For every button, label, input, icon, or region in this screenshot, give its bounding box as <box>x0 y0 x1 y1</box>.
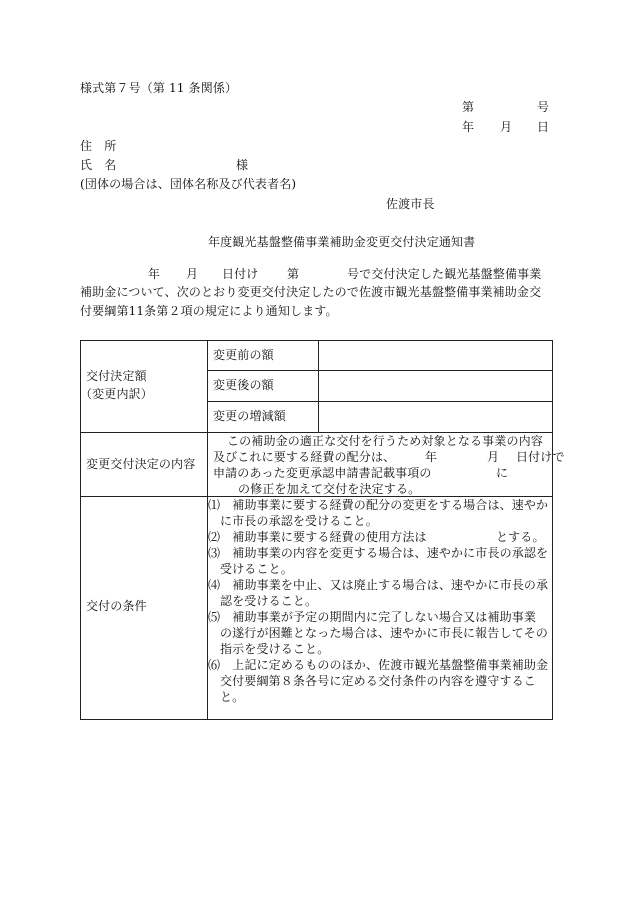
content-line4: の修正を加えて交付を決定する。 <box>238 482 421 496</box>
content-line3-suffix: に <box>496 466 509 480</box>
table-amount-divider <box>318 340 319 432</box>
content-line3: 申請のあった変更承認申請書記載事項の <box>213 466 432 480</box>
honorific: 様 <box>236 158 249 172</box>
group-note: (団体の場合は、団体名称及び代表者名) <box>80 177 297 191</box>
content-line1: この補助金の適正な交付を行うため対象となる事業の内容 <box>227 434 543 448</box>
condition-6-cont: と。 <box>220 690 245 704</box>
amount-after-label: 変更後の額 <box>213 378 274 392</box>
body-month: 月 <box>186 267 199 281</box>
content-line2-year: 年 <box>425 450 438 464</box>
table-section-divider <box>80 432 553 433</box>
body-line1-rest: 号で交付決定した観光基盤整備事業 <box>347 267 542 281</box>
condition-2: ⑵ 補助事業に要する経費の使用方法は <box>208 530 427 544</box>
condition-3: ⑶ 補助事業の内容を変更する場合は、速やかに市長の承認を <box>208 546 549 560</box>
condition-1-cont: に市長の承認を受けること。 <box>220 514 378 528</box>
condition-6-cont: 交付要綱第８条各号に定める交付条件の内容を遵守するこ <box>220 674 536 688</box>
sender: 佐渡市長 <box>386 197 435 211</box>
body-line2: 補助金について、次のとおり変更交付決定したので佐渡市観光基盤整備事業補助金交 <box>80 285 542 299</box>
table-section-divider <box>80 496 553 497</box>
table-row-divider <box>207 401 553 402</box>
content-line2-month: 月 <box>487 450 500 464</box>
condition-6: ⑹ 上記に定めるもののほか、佐渡市観光基盤整備事業補助金 <box>208 658 549 672</box>
amount-label: 交付決定額 <box>86 369 147 383</box>
content-line2: 及びこれに要する経費の配分は、 <box>213 450 396 464</box>
form-number: 様式第７号（第 11 条関係） <box>80 81 238 95</box>
date-day: 日 <box>537 120 550 134</box>
name-label: 氏 名 <box>80 158 117 172</box>
doc-number-prefix: 第 <box>462 100 475 114</box>
conditions-label: 交付の条件 <box>86 599 147 613</box>
table-border-top <box>80 340 553 341</box>
condition-4-cont: 認を受けること。 <box>220 594 318 608</box>
condition-5-cont: 指示を受けること。 <box>220 642 330 656</box>
condition-1: ⑴ 補助事業に要する経費の配分の変更をする場合は、速やか <box>208 498 549 512</box>
document-title: 年度観光基盤整備事業補助金変更交付決定通知書 <box>208 235 476 249</box>
amount-sublabel: （変更内訳） <box>80 387 153 401</box>
condition-4: ⑷ 補助事業を中止、又は廃止する場合は、速やかに市長の承 <box>208 578 549 592</box>
body-year: 年 <box>148 267 161 281</box>
table-row-divider <box>207 370 553 371</box>
content-line2-day: 日付けで <box>516 450 565 464</box>
condition-5-cont: の遂行が困難となった場合は、速やかに市長に報告してその <box>220 626 549 640</box>
table-border-right <box>552 340 553 720</box>
date-month: 月 <box>500 120 513 134</box>
body-line3: 付要綱第11条第２項の規定により通知します。 <box>80 304 338 318</box>
date-year: 年 <box>462 120 475 134</box>
table-border-bottom <box>80 719 553 720</box>
body-day: 日付け <box>222 267 259 281</box>
condition-3-cont: 受けること。 <box>220 562 293 576</box>
body-no-prefix: 第 <box>287 267 300 281</box>
amount-diff-label: 変更の増減額 <box>213 409 286 423</box>
content-label: 変更交付決定の内容 <box>86 457 196 471</box>
address-label: 住 所 <box>80 139 117 153</box>
amount-before-label: 変更前の額 <box>213 348 274 362</box>
condition-5: ⑸ 補助事業が予定の期間内に完了しない場合又は補助事業 <box>208 610 537 624</box>
condition-2-suffix: とする。 <box>496 530 545 544</box>
doc-number-suffix: 号 <box>537 100 550 114</box>
